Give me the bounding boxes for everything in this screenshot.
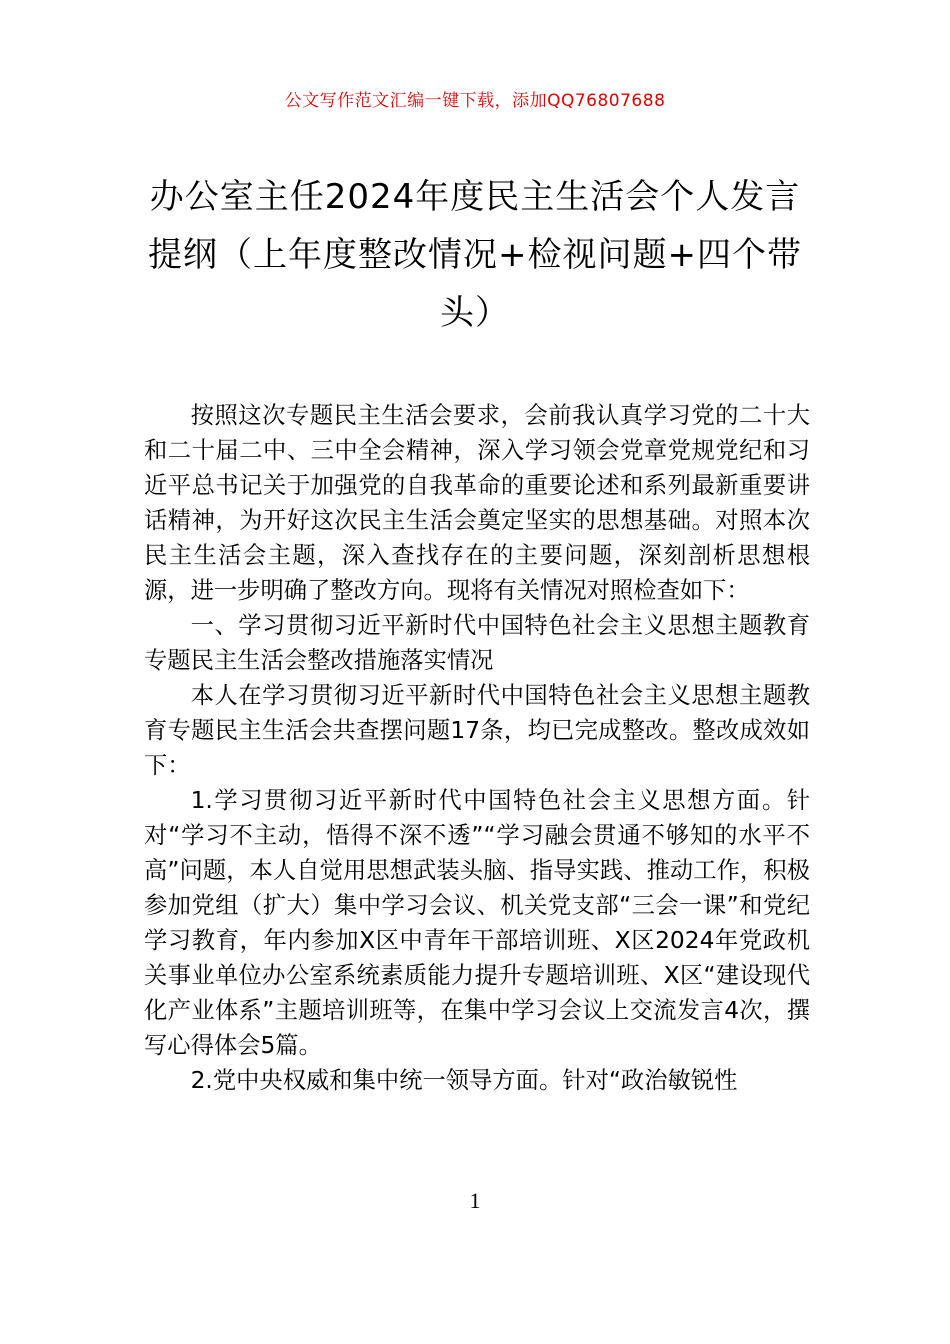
paragraph-summary: 本人在学习贯彻习近平新时代中国特色社会主义思想主题教育专题民主生活会共查摆问题17条，均已完成整改。整改成效如下：	[144, 682, 810, 779]
paragraph-item-2: 2.党中央权威和集中统一领导方面。针对“政治敏锐性	[190, 1067, 738, 1094]
header-note: 公文写作范文汇编一键下载，添加QQ76807688	[284, 91, 666, 111]
page-number: 1	[469, 1188, 481, 1213]
paragraph-item-1: 1.学习贯彻习近平新时代中国特色社会主义思想方面。针对“学习不主动，悟得不深不透”“学习融会贯通不够知的水平不高”问题，本人自觉用思想武装头脑、指导实践、推动工作，积极参加党组（扩大）集中学习会议、机关党支部“三会一课”和党纪学习教育，年内参加X区中青年干部培训班、X区2024年党政机关事业单位办公室系统素质能力提升专题培训班、X区“建设现代化产业体系”主题培训班等，在集中学习会议上交流发言4次，撰写心得体会5篇。	[144, 787, 810, 1059]
document-body	[144, 398, 810, 1098]
paragraph-section-heading: 一、学习贯彻习近平新时代中国特色社会主义思想主题教育专题民主生活会整改措施落实情况	[144, 612, 810, 674]
document-title: 办公室主任2024年度民主生活会个人发言提纲（上年度整改情况+检视问题+四个带头）	[148, 177, 802, 333]
paragraph-intro: 按照这次专题民主生活会要求，会前我认真学习党的二十大和二十届二中、三中全会精神，深入学习领会党章党规党纪和习近平总书记关于加强党的自我革命的重要论述和系列最新重要讲话精神，为开好这次民主生活会奠定坚实的思想基础。对照本次民主生活会主题，深入查找存在的主要问题，深刻剖析思想根源，进一步明确了整改方向。现将有关情况对照检查如下：	[144, 402, 810, 604]
